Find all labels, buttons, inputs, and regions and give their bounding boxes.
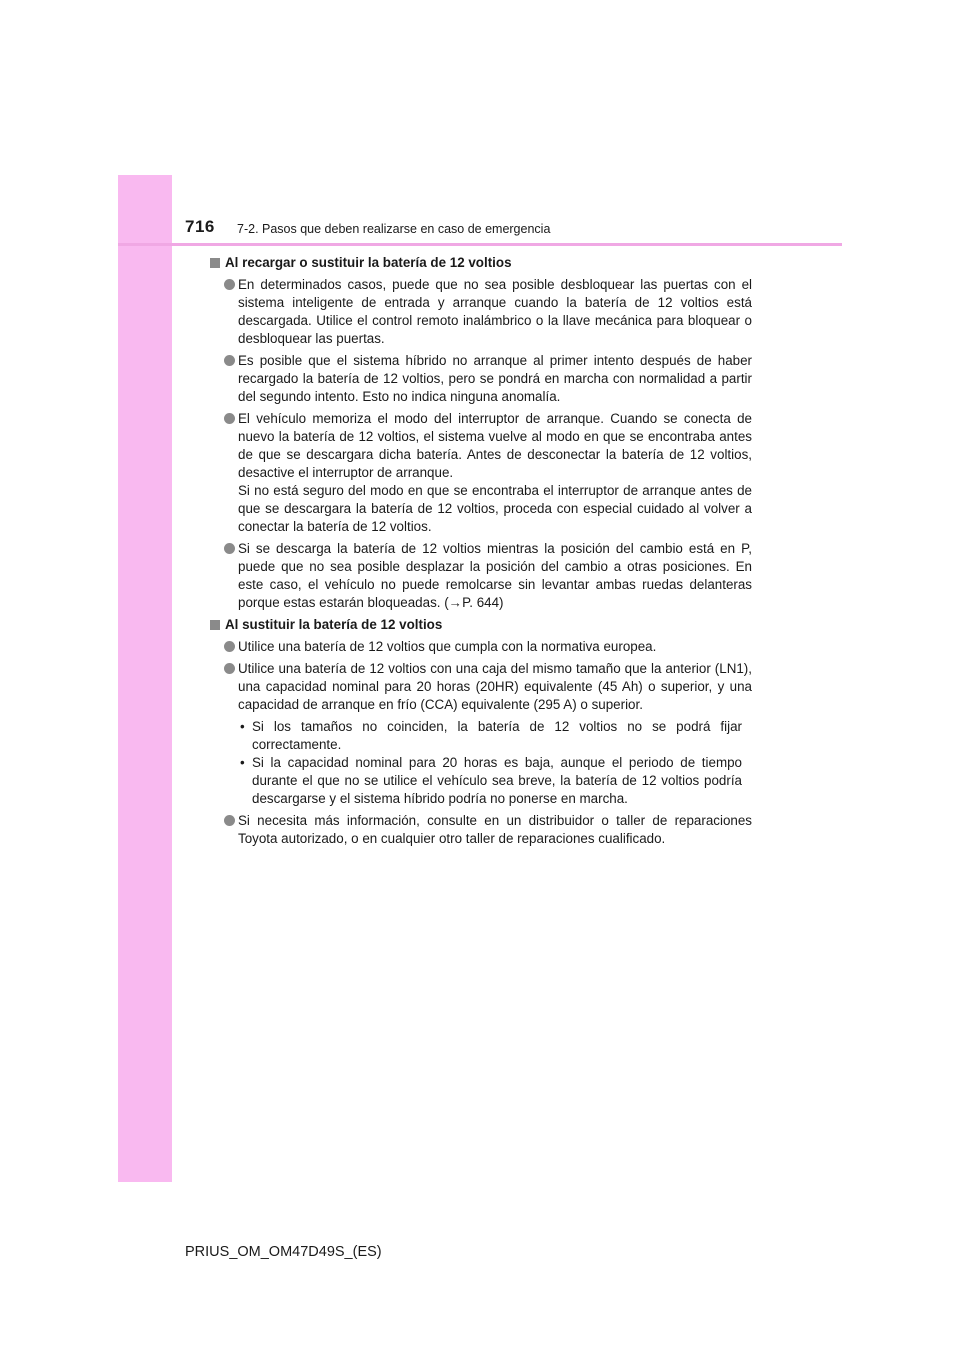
circle-bullet-icon [224,815,235,826]
page-content [210,254,752,852]
section-heading [210,616,752,634]
document-code: PRIUS_OM_OM47D49S_(ES) [185,1244,382,1260]
circle-bullet-icon [224,663,235,674]
circle-bullet-icon [224,355,235,366]
list-item [210,276,752,348]
circle-bullet-icon [224,413,235,424]
sub-list-item [210,754,742,808]
list-item [210,812,752,848]
heading-text: Al recargar o sustituir la batería de 12 voltios [225,255,512,270]
side-color-band [118,175,172,1182]
item-text: Utilice una batería de 12 voltios que cumpla con la normativa europea. [238,639,657,654]
item-text: Utilice una batería de 12 voltios con una caja del mismo tamaño que la anterior (LN1), una capacidad nominal para 20 horas (20HR) equivalente (45 Ah) o superior, y una capacidad de arranque en frío (CCA) equivalente (295 A) o superior. [238,661,752,712]
section-title: 7-2. Pasos que deben realizarse en caso de emergencia [237,222,551,236]
item-text-continued: Si no está seguro del modo en que se encontraba el interruptor de arranque antes de que se descargara la batería de 12 voltios, proceda con especial cuidado al volver a conectar la batería de 12 voltios. [238,483,752,534]
page-number: 716 [185,217,215,236]
circle-bullet-icon [224,279,235,290]
header-rule [118,243,842,246]
list-item [210,660,752,714]
sub-item-text: Si la capacidad nominal para 20 horas es baja, aunque el periodo de tiempo durante el que no se utilice el vehículo sea breve, la batería de 12 voltios podría descargarse y el sistema híbrido podría no ponerse en marcha. [252,755,742,806]
sub-list-item [210,718,742,754]
square-bullet-icon [210,620,220,630]
list-item [210,540,752,612]
sub-list [210,718,752,808]
small-bullet-icon: • [240,719,245,734]
sub-item-text: Si los tamaños no coinciden, la batería de 12 voltios no se podrá fijar correctamente. [252,719,742,752]
list-item [210,638,752,656]
item-text: El vehículo memoriza el modo del interruptor de arranque. Cuando se conecta de nuevo la batería de 12 voltios, el sistema vuelve al modo en que se encontraba antes de que se descargara dicha batería. Antes de desconectar la batería de 12 voltios, desactive el interruptor de arranque. [238,411,752,480]
list-item [210,410,752,536]
item-text: Si se descarga la batería de 12 voltios mientras la posición del cambio está en P, puede que no sea posible desplazar la posición del cambio a otras posiciones. En este caso, el vehículo no puede remolcarse sin levantar ambas ruedas delanteras porque estas estarán bloqueadas. (→P. 644) [238,541,752,610]
section-heading [210,254,752,272]
circle-bullet-icon [224,641,235,652]
small-bullet-icon: • [240,755,245,770]
square-bullet-icon [210,258,220,268]
item-text: Es posible que el sistema híbrido no arranque al primer intento después de haber recargado la batería de 12 voltios, pero se pondrá en marcha con normalidad a partir del segundo intento. Esto no indica ninguna anomalía. [238,353,752,404]
circle-bullet-icon [224,543,235,554]
list-item [210,352,752,406]
item-text: Si necesita más información, consulte en un distribuidor o taller de reparaciones Toyota autorizado, o en cualquier otro taller de reparaciones cualificado. [238,813,752,846]
item-text: En determinados casos, puede que no sea posible desbloquear las puertas con el sistema inteligente de entrada y arranque cuando la batería de 12 voltios está descargada. Utilice el control remoto inalámbrico o la llave mecánica para bloquear o desbloquear las puertas. [238,277,752,346]
heading-text: Al sustituir la batería de 12 voltios [225,617,443,632]
